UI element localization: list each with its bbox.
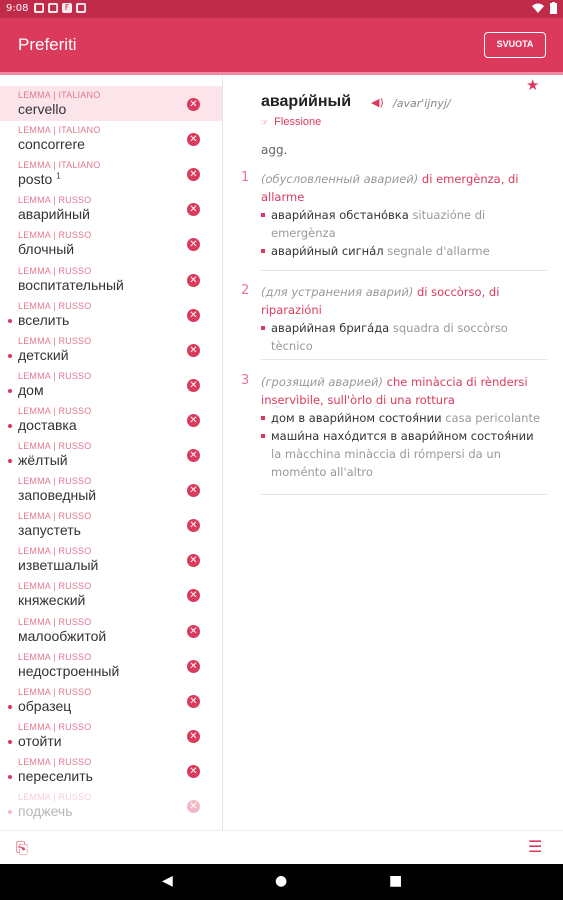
inflection-label: Flessione <box>274 116 322 128</box>
sense-translation: di soccòrso, di riparazióni <box>261 285 500 317</box>
favorite-word <box>18 628 106 644</box>
favorite-row[interactable] <box>0 718 222 753</box>
homograph-number: 1 <box>56 171 61 181</box>
favorite-word <box>18 241 74 257</box>
favorite-row[interactable] <box>0 788 222 823</box>
favorite-row[interactable] <box>0 437 222 472</box>
sense-divider <box>261 270 547 271</box>
sense-number: 2 <box>241 283 250 298</box>
favorite-word-text: поджечь <box>18 803 73 819</box>
favorite-row[interactable] <box>0 613 222 648</box>
favorite-word <box>18 277 124 293</box>
favorite-word <box>18 698 71 714</box>
entry-type-tag: LEMMA | RUSSO <box>18 686 92 697</box>
bullet-dot <box>8 810 12 814</box>
remove-favorite-icon[interactable]: ✕ <box>187 379 200 392</box>
sense-body <box>261 283 547 355</box>
entry-type-tag: LEMMA | RUSSO <box>18 721 92 732</box>
remove-favorite-icon[interactable]: ✕ <box>187 344 200 357</box>
favorite-word <box>18 522 81 538</box>
favorite-row[interactable] <box>0 191 222 226</box>
entry-type-tag: LEMMA | RUSSO <box>18 792 92 802</box>
favorite-row[interactable] <box>0 507 222 542</box>
remove-favorite-icon[interactable]: ✕ <box>187 765 200 778</box>
favorite-row[interactable] <box>0 262 222 297</box>
remove-favorite-icon[interactable]: ✕ <box>187 274 200 287</box>
favorite-word-text: образец <box>18 697 72 714</box>
page-title: Preferiti <box>18 35 77 54</box>
favorite-word-text: блочный <box>18 241 75 258</box>
example-italian: casa pericolante <box>445 411 541 425</box>
remove-favorite-icon[interactable]: ✕ <box>187 414 200 427</box>
entry-type-tag: LEMMA | ITALIANO <box>18 160 101 171</box>
favorite-row[interactable] <box>0 402 222 437</box>
example-item <box>261 319 547 355</box>
home-icon[interactable]: ● <box>275 873 288 889</box>
remove-favorite-icon[interactable]: ✕ <box>187 519 200 532</box>
favorite-row[interactable] <box>0 226 222 261</box>
favorite-word <box>18 557 98 573</box>
sense-context: (грозящий аварией) <box>261 375 384 389</box>
sense-context: (для устранения аварий) <box>261 285 414 299</box>
notification-icon: ■ <box>35 3 43 12</box>
example-russian: авари́йная обстано́вка <box>271 208 409 222</box>
favorite-word <box>18 382 44 398</box>
sense-number: 1 <box>241 170 250 185</box>
entry-type-tag: LEMMA | RUSSO <box>18 230 92 241</box>
favorite-word <box>18 171 61 187</box>
bullet-dot <box>8 424 12 428</box>
favorite-row[interactable] <box>0 753 222 788</box>
favorite-word <box>18 487 96 503</box>
entry-type-tag: LEMMA | RUSSO <box>18 756 92 767</box>
favorite-word-text: недостроенный <box>18 662 120 679</box>
remove-favorite-icon[interactable]: ✕ <box>187 484 200 497</box>
entry-type-tag: LEMMA | RUSSO <box>18 651 92 662</box>
remove-favorite-icon[interactable]: ✕ <box>187 730 200 743</box>
entry-type-tag: LEMMA | ITALIANO <box>18 90 101 100</box>
remove-favorite-icon[interactable]: ✕ <box>187 133 200 146</box>
favorite-word-text: отойти <box>18 732 62 749</box>
bullet-dot <box>8 319 12 323</box>
favorite-word-text: cervello <box>18 101 67 117</box>
status-system-icons <box>532 2 557 14</box>
example-item <box>261 206 547 242</box>
example-russian: авари́йный сигна́л <box>271 244 384 258</box>
notification-icon: ■ <box>49 3 57 12</box>
favorite-word <box>18 101 66 117</box>
history-icon[interactable]: ⎘ <box>16 839 29 857</box>
favorite-word-text: concorrere <box>18 136 85 153</box>
entry-type-tag: LEMMA | RUSSO <box>18 335 92 346</box>
favorite-word <box>18 592 85 608</box>
notification-icon: ■ <box>77 3 85 12</box>
favorite-word-text: детский <box>18 346 69 363</box>
example-russian: дом в авари́йном состоя́нии <box>271 411 442 425</box>
favorite-word <box>18 312 69 328</box>
favorite-word-text: аварийный <box>18 206 90 223</box>
remove-favorite-icon[interactable]: ✕ <box>187 695 200 708</box>
status-bar <box>0 0 563 18</box>
remove-favorite-icon[interactable]: ✕ <box>187 98 200 111</box>
favorite-row[interactable] <box>0 648 222 683</box>
favorite-word-text: воспитательный <box>18 276 124 293</box>
favorite-row[interactable] <box>0 542 222 577</box>
entry-type-tag: LEMMA | ITALIANO <box>18 125 101 136</box>
favorite-word-text: запустеть <box>18 522 81 539</box>
sense-translation: di emergènza, di allarme <box>261 172 519 204</box>
remove-favorite-icon[interactable]: ✕ <box>187 203 200 216</box>
menu-icon[interactable]: ☰ <box>528 837 543 856</box>
remove-favorite-icon[interactable]: ✕ <box>187 309 200 322</box>
favorite-row[interactable] <box>0 577 222 612</box>
sense-body <box>261 373 547 481</box>
example-italian: situazióne di emergènza <box>271 208 486 240</box>
favorite-row[interactable] <box>0 121 222 156</box>
favorite-row[interactable] <box>0 683 222 718</box>
favorite-word-text: дом <box>18 381 44 398</box>
remove-favorite-icon[interactable]: ✕ <box>187 449 200 462</box>
favorite-word-text: малообжитой <box>18 627 107 644</box>
bullet-dot <box>8 705 12 709</box>
favorite-word <box>18 136 85 152</box>
part-of-speech: agg. <box>261 143 288 157</box>
favorite-word-text: жёлтый <box>18 452 68 468</box>
sense-divider <box>261 359 547 360</box>
entry-type-tag: LEMMA | RUSSO <box>18 370 92 381</box>
favorite-word-text: posto <box>18 171 53 188</box>
speaker-icon[interactable]: ◀) <box>371 96 384 109</box>
example-russian: авари́йная брига́да <box>271 321 390 335</box>
example-item <box>261 409 547 427</box>
entry-type-tag: LEMMA | RUSSO <box>18 546 92 557</box>
favorite-word <box>18 663 119 679</box>
inflection-icon: ☞ <box>261 118 269 127</box>
sense-translation: che minàccia di rèndersi inservìbile, sull'òrlo di una rottura <box>261 375 528 407</box>
remove-favorite-icon[interactable]: ✕ <box>187 168 200 181</box>
favorite-word-text: изветшалый <box>18 557 99 574</box>
entry-type-tag: LEMMA | RUSSO <box>18 195 92 206</box>
entry-type-tag: LEMMA | RUSSO <box>18 616 92 627</box>
favorite-row[interactable] <box>0 367 222 402</box>
f-app-icon: F <box>62 3 72 13</box>
inflection-link[interactable] <box>261 116 321 128</box>
favorite-row[interactable] <box>0 156 222 191</box>
entry-type-tag: LEMMA | RUSSO <box>18 300 92 311</box>
status-time: 9:08 <box>6 3 29 14</box>
app-bar <box>0 18 563 72</box>
favorite-word <box>18 803 73 819</box>
entry-pronunciation: /avar'ijnyj/ <box>393 97 451 110</box>
entry-type-tag: LEMMA | RUSSO <box>18 476 92 487</box>
remove-favorite-icon[interactable]: ✕ <box>187 800 200 813</box>
bullet-dot <box>8 775 12 779</box>
favorite-row[interactable] <box>0 472 222 507</box>
battery-icon <box>550 2 557 14</box>
recents-icon[interactable]: ■ <box>389 873 403 889</box>
remove-favorite-icon[interactable]: ✕ <box>187 238 200 251</box>
favorite-word <box>18 206 90 222</box>
sense-body <box>261 170 547 260</box>
back-icon[interactable]: ◀ <box>162 873 173 889</box>
sense-context: (обусловленный аварией) <box>261 172 419 186</box>
favorites-list[interactable] <box>0 76 223 830</box>
example-russian: маши́на нахо́дится в авари́йном состоя́нии <box>271 429 534 443</box>
favorite-word-text: переселить <box>18 767 93 784</box>
bullet-dot <box>8 740 12 744</box>
example-italian: segnale d'allarme <box>387 244 490 258</box>
remove-favorite-icon[interactable]: ✕ <box>187 554 200 567</box>
example-item <box>261 242 547 260</box>
favorite-word <box>18 768 93 784</box>
sense-number: 3 <box>241 373 250 388</box>
favorite-row[interactable] <box>0 332 222 367</box>
favorite-row[interactable] <box>0 86 222 121</box>
example-italian: la màcchina minàccia di rómpersi da un moménto all'altro <box>271 447 501 479</box>
entry-type-tag: LEMMA | RUSSO <box>18 581 92 592</box>
bullet-dot <box>8 354 12 358</box>
favorite-word-text: доставка <box>18 416 77 433</box>
example-italian: squadra di soccòrso tècnico <box>271 321 508 353</box>
favorite-row[interactable] <box>0 297 222 332</box>
entry-type-tag: LEMMA | RUSSO <box>18 511 92 522</box>
system-nav-bar <box>0 864 563 900</box>
entry-type-tag: LEMMA | RUSSO <box>18 265 92 276</box>
entry-type-tag: LEMMA | RUSSO <box>18 441 92 451</box>
bullet-dot <box>8 389 12 393</box>
status-notification-icons <box>34 3 86 13</box>
wifi-icon <box>532 3 544 13</box>
favorite-word <box>18 347 69 363</box>
bottom-toolbar <box>0 830 563 865</box>
appbar-divider <box>0 72 563 75</box>
favorite-word <box>18 452 68 468</box>
entry-panel <box>223 76 563 830</box>
favorite-word-text: княжеский <box>18 592 86 609</box>
favorite-word <box>18 417 77 433</box>
remove-favorite-icon[interactable]: ✕ <box>187 589 200 602</box>
sense-divider <box>261 494 547 495</box>
bullet-dot <box>8 459 12 463</box>
favorite-word-text: заповедный <box>18 487 97 504</box>
favorite-word <box>18 733 62 749</box>
remove-favorite-icon[interactable]: ✕ <box>187 625 200 638</box>
example-item <box>261 427 547 481</box>
favorite-word-text: вселить <box>18 311 70 328</box>
entry-headword: авари́йный <box>261 93 352 110</box>
favorite-star-icon[interactable]: ★ <box>526 76 540 94</box>
clear-favorites-button[interactable]: SVUOTA <box>484 32 546 58</box>
remove-favorite-icon[interactable]: ✕ <box>187 660 200 673</box>
entry-type-tag: LEMMA | RUSSO <box>18 405 92 416</box>
